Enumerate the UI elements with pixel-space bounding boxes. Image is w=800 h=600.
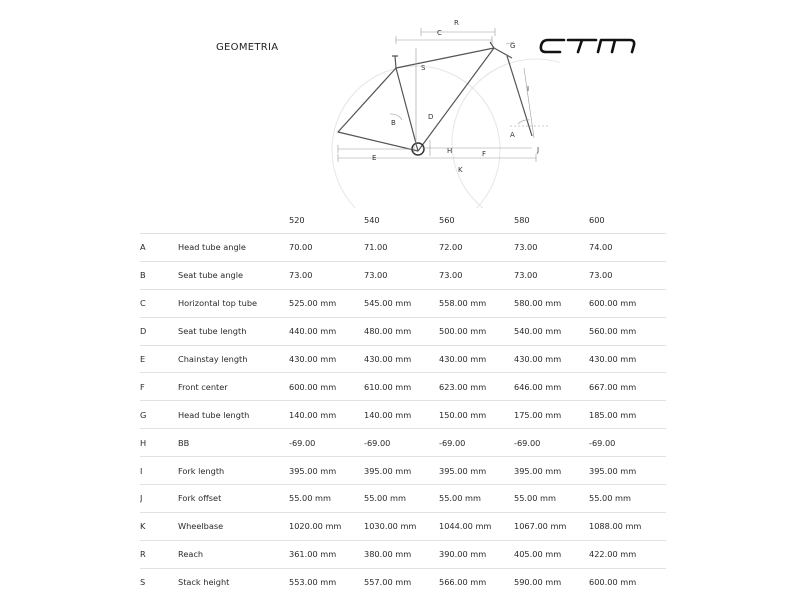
row-value: 73.00 (514, 234, 589, 262)
row-name: Reach (178, 540, 289, 568)
row-value: 55.00 mm (289, 485, 364, 513)
row-value: 140.00 mm (289, 401, 364, 429)
row-value: 55.00 mm (589, 485, 666, 513)
row-value: 72.00 (439, 234, 514, 262)
row-value: 55.00 mm (514, 485, 589, 513)
table-row (140, 289, 666, 317)
row-value: 175.00 mm (514, 401, 589, 429)
row-value: 430.00 mm (289, 345, 364, 373)
label-a: A (510, 131, 515, 139)
row-value: 395.00 mm (364, 457, 439, 485)
label-c: C (437, 29, 442, 37)
label-e: E (372, 154, 377, 162)
frame-geometry-diagram (320, 8, 560, 208)
label-h: H (447, 147, 453, 155)
row-name: Seat tube length (178, 317, 289, 345)
row-name: Head tube length (178, 401, 289, 429)
row-value: 150.00 mm (439, 401, 514, 429)
row-value: 557.00 mm (364, 568, 439, 595)
row-value: 140.00 mm (364, 401, 439, 429)
row-value: 553.00 mm (289, 568, 364, 595)
size-header: 560 (439, 214, 455, 225)
row-value: -69.00 (364, 429, 439, 457)
geometry-table (140, 206, 666, 596)
label-f: F (482, 150, 487, 158)
row-value: 380.00 mm (364, 540, 439, 568)
row-value: 422.00 mm (589, 540, 666, 568)
row-value: 70.00 (289, 234, 364, 262)
row-value: 361.00 mm (289, 540, 364, 568)
row-value: 566.00 mm (439, 568, 514, 595)
row-key: I (140, 457, 178, 485)
row-value: 667.00 mm (589, 373, 666, 401)
row-value: 185.00 mm (589, 401, 666, 429)
row-name: Fork length (178, 457, 289, 485)
row-value: 558.00 mm (439, 289, 514, 317)
label-g: G (510, 42, 516, 50)
row-key: H (140, 429, 178, 457)
size-header: 540 (364, 214, 380, 225)
row-value: 405.00 mm (514, 540, 589, 568)
row-key: F (140, 373, 178, 401)
table-row (140, 373, 666, 401)
row-key: S (140, 568, 178, 595)
row-value: 395.00 mm (439, 457, 514, 485)
label-d: D (428, 113, 434, 121)
row-name: Fork offset (178, 485, 289, 513)
row-value: 580.00 mm (514, 289, 589, 317)
table-row (140, 512, 666, 540)
row-value: 390.00 mm (439, 540, 514, 568)
row-value: 600.00 mm (589, 568, 666, 595)
row-value: -69.00 (439, 429, 514, 457)
row-name: BB (178, 429, 289, 457)
row-name: Stack height (178, 568, 289, 595)
row-value: 74.00 (589, 234, 666, 262)
row-key: E (140, 345, 178, 373)
bike-frame (338, 42, 532, 151)
label-k: K (458, 166, 463, 174)
row-value: 73.00 (364, 261, 439, 289)
row-name: Front center (178, 373, 289, 401)
row-value: 560.00 mm (589, 317, 666, 345)
row-value: 71.00 (364, 234, 439, 262)
row-value: 55.00 mm (364, 485, 439, 513)
row-value: -69.00 (589, 429, 666, 457)
row-value: 430.00 mm (439, 345, 514, 373)
row-value: -69.00 (514, 429, 589, 457)
front-wheel (452, 59, 560, 208)
table-row (140, 457, 666, 485)
row-value: 480.00 mm (364, 317, 439, 345)
row-value: 55.00 mm (439, 485, 514, 513)
row-name: Wheelbase (178, 512, 289, 540)
row-value: 430.00 mm (589, 345, 666, 373)
row-value: 1044.00 mm (439, 512, 514, 540)
row-name: Chainstay length (178, 345, 289, 373)
label-i: I (527, 85, 530, 93)
label-b: B (391, 119, 396, 127)
table-row (140, 261, 666, 289)
row-value: 500.00 mm (439, 317, 514, 345)
row-value: 1030.00 mm (364, 512, 439, 540)
row-value: 1020.00 mm (289, 512, 364, 540)
table-row (140, 485, 666, 513)
table-row (140, 401, 666, 429)
header-key-blank (140, 206, 178, 234)
row-value: 73.00 (289, 261, 364, 289)
row-key: J (140, 485, 178, 513)
size-header: 600 (589, 214, 605, 225)
table-row (140, 540, 666, 568)
row-value: 610.00 mm (364, 373, 439, 401)
label-j: J (537, 146, 540, 154)
geometry-table-body (140, 234, 666, 596)
size-header: 580 (514, 214, 530, 225)
page-title: GEOMETRIA (216, 42, 279, 53)
row-value: -69.00 (289, 429, 364, 457)
table-row (140, 234, 666, 262)
row-value: 623.00 mm (439, 373, 514, 401)
row-value: 540.00 mm (514, 317, 589, 345)
label-r: R (454, 19, 459, 27)
row-value: 395.00 mm (289, 457, 364, 485)
row-key: R (140, 540, 178, 568)
row-key: A (140, 234, 178, 262)
header-name-blank (178, 206, 289, 234)
row-key: K (140, 512, 178, 540)
row-value: 600.00 mm (289, 373, 364, 401)
row-value: 395.00 mm (514, 457, 589, 485)
row-value: 73.00 (514, 261, 589, 289)
row-value: 646.00 mm (514, 373, 589, 401)
row-value: 1067.00 mm (514, 512, 589, 540)
row-value: 1088.00 mm (589, 512, 666, 540)
dimension-lines (338, 28, 548, 162)
label-s: S (421, 64, 426, 72)
row-value: 525.00 mm (289, 289, 364, 317)
row-value: 430.00 mm (514, 345, 589, 373)
table-row (140, 429, 666, 457)
row-key: D (140, 317, 178, 345)
row-name: Horizontal top tube (178, 289, 289, 317)
row-value: 600.00 mm (589, 289, 666, 317)
row-key: B (140, 261, 178, 289)
table-row (140, 345, 666, 373)
size-header-row (140, 206, 666, 234)
row-key: C (140, 289, 178, 317)
row-value: 430.00 mm (364, 345, 439, 373)
row-value: 590.00 mm (514, 568, 589, 595)
row-value: 73.00 (439, 261, 514, 289)
row-value: 73.00 (589, 261, 666, 289)
row-value: 440.00 mm (289, 317, 364, 345)
row-name: Head tube angle (178, 234, 289, 262)
table-row (140, 568, 666, 595)
row-value: 545.00 mm (364, 289, 439, 317)
size-header: 520 (289, 214, 305, 225)
row-value: 395.00 mm (589, 457, 666, 485)
row-name: Seat tube angle (178, 261, 289, 289)
row-key: G (140, 401, 178, 429)
table-row (140, 317, 666, 345)
